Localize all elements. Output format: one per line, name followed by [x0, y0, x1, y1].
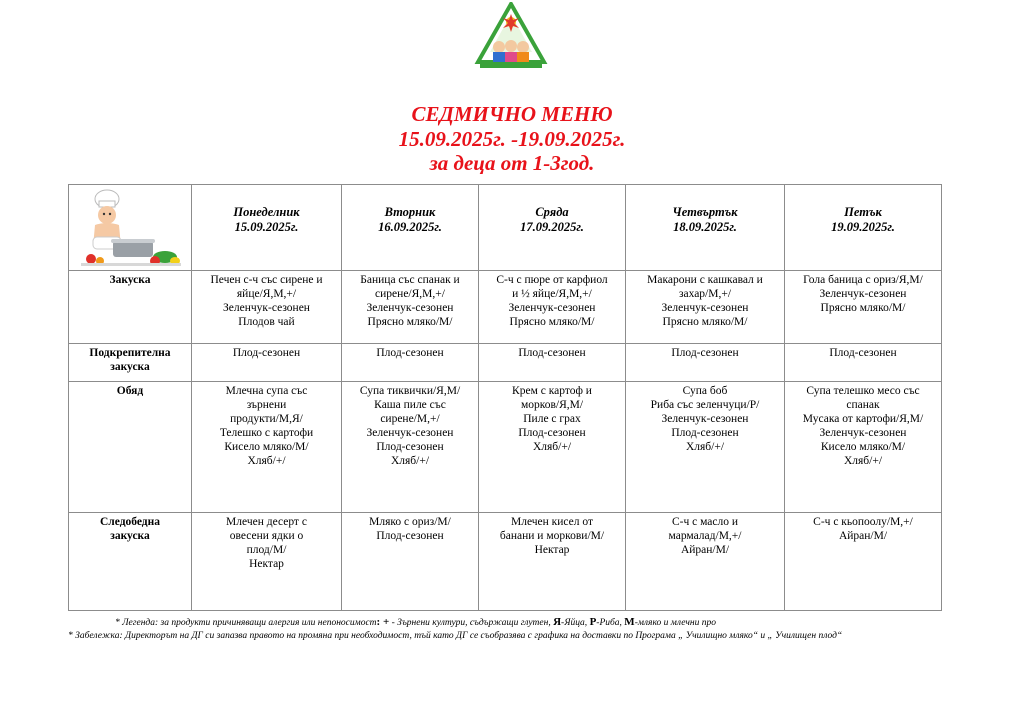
- day-header-0: [192, 185, 342, 271]
- table-row: [69, 271, 942, 344]
- meal-label: [69, 513, 192, 611]
- menu-cell: [626, 271, 785, 344]
- dish-line: Плод-сезонен: [376, 441, 444, 453]
- table-row: [69, 344, 942, 382]
- dish-line: Плод-сезонен: [376, 347, 444, 359]
- kindergarten-logo: [474, 2, 548, 70]
- meal-label-line: Закуска: [109, 274, 151, 286]
- menu-cell: [626, 344, 785, 382]
- dish-line: Нектар: [534, 544, 570, 556]
- dish-line: Млечен кисел от: [510, 516, 594, 528]
- dish-line: Зеленчук-сезонен: [223, 302, 310, 314]
- dish-line: Риба със зеленчуци/Р/: [650, 399, 760, 411]
- dish-line: Зеленчук-сезонен: [366, 302, 454, 314]
- dish-line: Супа телешко месо със: [806, 385, 920, 397]
- dish-line: Хляб/+/: [843, 455, 883, 467]
- dish-line: Плод-сезонен: [671, 427, 739, 439]
- dish-line: Млечен десерт с: [226, 516, 307, 528]
- legend-r-text: -Риба,: [596, 618, 625, 628]
- dish-line: мармалад/М,+/: [668, 530, 742, 542]
- dish-line: Мляко с ориз/М/: [369, 516, 451, 528]
- menu-cell: [342, 513, 479, 611]
- dish-line: и ½ яйце/Я,М,+/: [512, 288, 592, 300]
- meal-label: [69, 271, 192, 344]
- day-name: Вторник: [384, 205, 436, 219]
- dish-line: Баница със спанак и: [360, 274, 460, 286]
- director-note: * Забележка: Директорът на ДГ си запазва правото на промяна при необходимост, тъй като ДГ се съобразява с графика на доставки по Програма „ Училищно мляко“ и „ Училищен плод“: [68, 631, 843, 641]
- dish-line: Плод-сезонен: [518, 347, 586, 359]
- day-header-4: [785, 185, 942, 271]
- dish-line: яйце/Я,М,+/: [236, 288, 297, 300]
- legend-m-text: -мляко и млечни про: [634, 618, 716, 628]
- dish-line: Прясно мляко/М/: [820, 302, 906, 314]
- menu-cell: [192, 344, 342, 382]
- dish-line: Айран/М/: [838, 530, 888, 542]
- dish-line: Пиле с грах: [523, 413, 581, 425]
- dish-line: сирене/М,+/: [380, 413, 440, 425]
- menu-cell: [479, 344, 626, 382]
- meal-label-line: Обяд: [116, 385, 144, 397]
- dish-line: зърнени: [246, 399, 287, 411]
- dish-line: Хляб/+/: [390, 455, 430, 467]
- meal-label-line: Следобедна: [99, 516, 161, 528]
- dish-line: С-ч с масло и: [671, 516, 739, 528]
- dish-line: Зеленчук-сезонен: [819, 427, 907, 439]
- dish-line: Крем с картоф и: [512, 385, 592, 397]
- meal-label: [69, 344, 192, 382]
- menu-title: [0, 102, 1024, 176]
- dish-line: Зеленчук-сезонен: [661, 413, 749, 425]
- menu-cell: [342, 382, 479, 513]
- weekly-menu-table: [68, 184, 942, 611]
- day-header-2: [479, 185, 626, 271]
- menu-cell: [342, 344, 479, 382]
- meal-label-line: закуска: [110, 530, 150, 542]
- menu-cell: [785, 513, 942, 611]
- dish-line: Супа боб: [682, 385, 728, 397]
- menu-cell: [479, 271, 626, 344]
- dish-line: Прясно мляко/М/: [367, 316, 453, 328]
- dish-line: Хляб/+/: [247, 455, 286, 467]
- day-header-1: [342, 185, 479, 271]
- menu-cell: [192, 271, 342, 344]
- day-date: 19.09.2025г.: [831, 220, 895, 234]
- dish-line: Мусака от картофи/Я,М/: [802, 413, 924, 425]
- day-name: Петък: [844, 205, 882, 219]
- legend-r: Р: [589, 616, 597, 628]
- menu-cell: [342, 271, 479, 344]
- meal-label: [69, 382, 192, 513]
- dish-line: продукти/М,Я/: [230, 413, 303, 425]
- meal-label-line: закуска: [110, 361, 150, 373]
- title-line-3: за деца от 1-3год.: [429, 151, 595, 175]
- dish-line: Зеленчук-сезонен: [661, 302, 749, 314]
- menu-cell: [192, 513, 342, 611]
- dish-line: Плод-сезонен: [376, 530, 444, 542]
- day-name: Понеделник: [233, 205, 300, 219]
- dish-line: С-ч с кьопоолу/М,+/: [813, 516, 913, 528]
- dish-line: Зеленчук-сезонен: [508, 302, 596, 314]
- dish-line: Супа тиквички/Я,М/: [359, 385, 461, 397]
- menu-cell: [785, 344, 942, 382]
- baby-chef-image: [69, 185, 187, 269]
- day-header-3: [626, 185, 785, 271]
- legend-ya: Я: [553, 616, 562, 628]
- dish-line: Печен с-ч със сирене и: [210, 274, 323, 286]
- dish-line: Хляб/+/: [532, 441, 572, 453]
- dish-line: Плод-сезонен: [518, 427, 586, 439]
- table-header-row: [69, 185, 942, 271]
- dish-line: овесени ядки о: [229, 530, 304, 542]
- legend-plus-text: - Зърнени култури, съдържащи глутен,: [389, 618, 554, 628]
- day-name: Сряда: [535, 205, 569, 219]
- legend-ya-text: -Яйца,: [561, 618, 590, 628]
- dish-line: Млечна супа със: [225, 385, 308, 397]
- dish-line: Нектар: [249, 558, 284, 570]
- dish-line: Прясно мляко/М/: [662, 316, 748, 328]
- dish-line: С-ч с пюре от карфиол: [496, 274, 608, 286]
- chef-cell: [69, 185, 192, 271]
- table-row: [69, 382, 942, 513]
- menu-cell: [626, 513, 785, 611]
- dish-line: банани и моркови/М/: [499, 530, 605, 542]
- dish-line: спанак: [846, 399, 880, 411]
- dish-line: Телешко с картофи: [219, 427, 314, 439]
- dish-line: Хляб/+/: [685, 441, 725, 453]
- legend-m: М: [624, 616, 635, 628]
- dish-line: захар/М,+/: [678, 288, 732, 300]
- dish-line: Кисело мляко/М/: [224, 441, 309, 453]
- dish-line: Прясно мляко/М/: [509, 316, 595, 328]
- dish-line: Зеленчук-сезонен: [366, 427, 454, 439]
- dish-line: Плод-сезонен: [232, 347, 301, 359]
- menu-cell: [626, 382, 785, 513]
- legend-plus: : +: [376, 616, 390, 628]
- dish-line: Гола баница с ориз/Я,М/: [803, 274, 923, 286]
- title-line-2: 15.09.2025г. -19.09.2025г.: [398, 126, 626, 151]
- legend-prefix: * Легенда: за продукти причиняващи алергия или непоносимост: [115, 618, 377, 628]
- allergen-legend: [115, 616, 716, 628]
- dish-line: Айран/М/: [680, 544, 730, 556]
- day-date: 16.09.2025г.: [378, 220, 442, 234]
- title-line-1: СЕДМИЧНО МЕНЮ: [411, 102, 613, 126]
- menu-cell: [785, 382, 942, 513]
- day-date: 18.09.2025г.: [673, 220, 737, 234]
- dish-line: плод/М/: [246, 544, 287, 556]
- dish-line: Плодов чай: [238, 316, 295, 328]
- menu-cell: [785, 271, 942, 344]
- dish-line: Макарони с кашкавал и: [647, 274, 763, 286]
- menu-cell: [192, 382, 342, 513]
- menu-cell: [479, 382, 626, 513]
- day-date: 17.09.2025г.: [520, 220, 584, 234]
- dish-line: Кисело мляко/М/: [820, 441, 906, 453]
- day-name: Четвъртък: [672, 205, 738, 219]
- dish-line: Каша пиле със: [374, 399, 446, 411]
- meal-label-line: Подкрепителна: [89, 347, 171, 359]
- dish-line: Зеленчук-сезонен: [819, 288, 907, 300]
- day-date: 15.09.2025г.: [234, 220, 299, 234]
- dish-line: сирене/Я,М,+/: [375, 288, 445, 300]
- menu-cell: [479, 513, 626, 611]
- dish-line: Плод-сезонен: [829, 347, 897, 359]
- dish-line: Плод-сезонен: [671, 347, 739, 359]
- dish-line: морков/Я,М/: [520, 399, 584, 411]
- table-row: [69, 513, 942, 611]
